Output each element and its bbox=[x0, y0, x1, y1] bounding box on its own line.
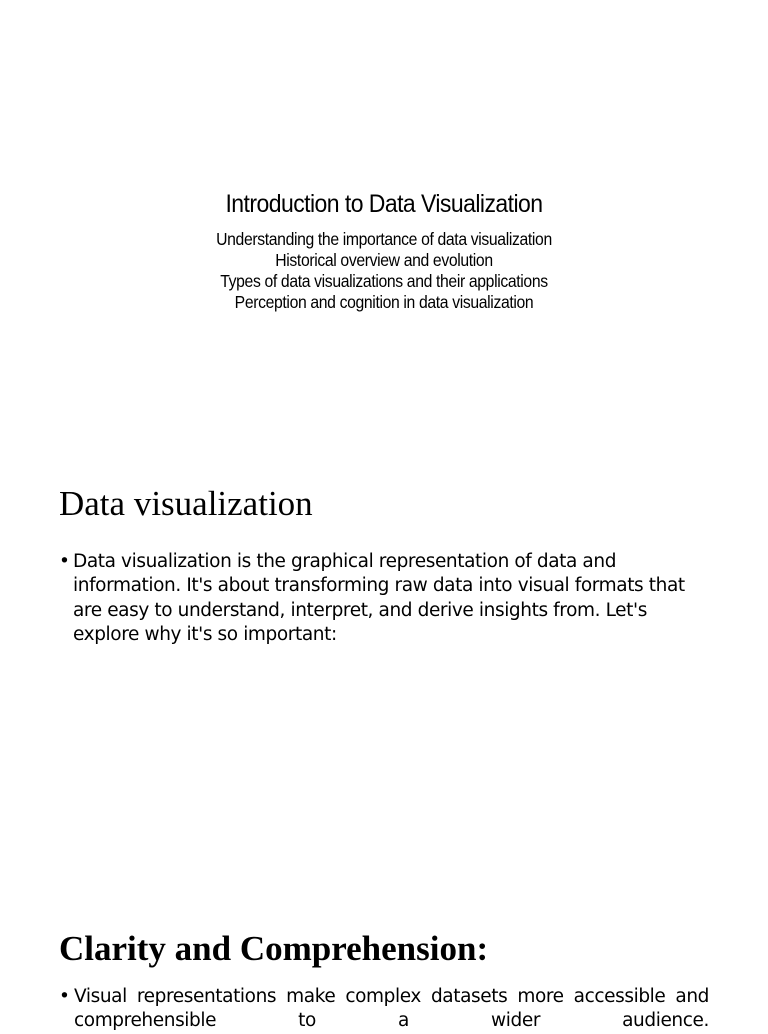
subtitle-line: Historical overview and evolution bbox=[275, 250, 493, 270]
subtitle-line: Types of data visualizations and their applications bbox=[220, 271, 548, 291]
section-heading-clarity: Clarity and Comprehension: bbox=[59, 929, 489, 968]
subtitle-line: Perception and cognition in data visualization bbox=[234, 292, 534, 312]
subtitle-list bbox=[38, 229, 729, 313]
list-item bbox=[59, 550, 709, 647]
bullet-list bbox=[59, 985, 709, 1034]
section-heading-data-visualization: Data visualization bbox=[59, 484, 313, 523]
bullet-text: Data visualization is the graphical representation of data and information. It's about transforming raw data into visual formats that are easy to understand, interpret, and derive insights from. Let's explore why it's so important: bbox=[73, 551, 685, 645]
bullet-text: Visual representations make complex datasets more accessible and comprehensible to a wider audience. bbox=[74, 986, 709, 1032]
subtitle-line: Understanding the importance of data visualization bbox=[216, 229, 552, 249]
slide-title: Introduction to Data Visualization bbox=[225, 190, 543, 218]
list-item bbox=[59, 985, 709, 1034]
bullet-icon: • bbox=[59, 551, 70, 572]
bullet-list bbox=[59, 550, 709, 647]
bullet-icon: • bbox=[59, 986, 70, 1007]
